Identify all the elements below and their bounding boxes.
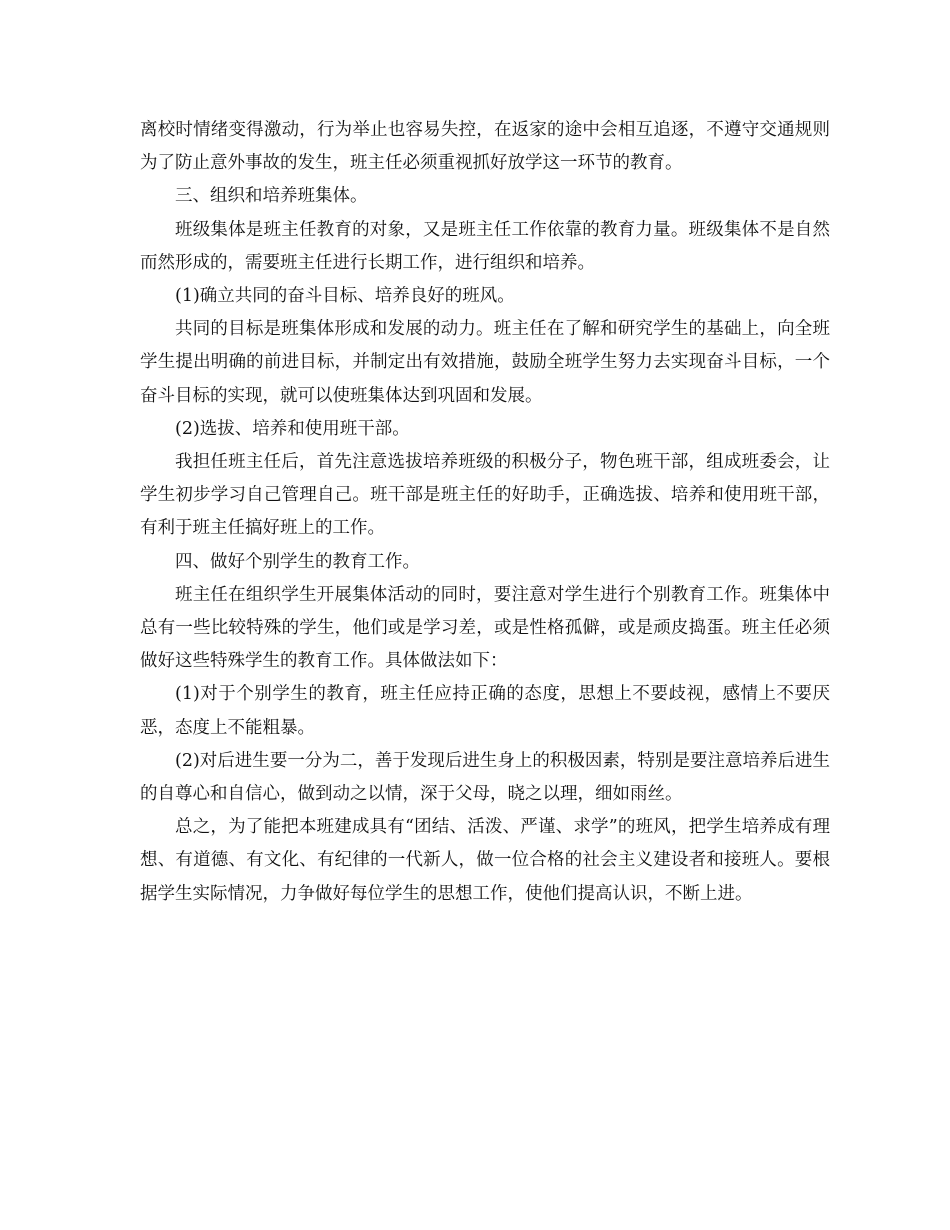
subheading-2: (2)选拔、培养和使用班干部。 [175,418,410,439]
section-heading-4: 四、做好个别学生的教育工作。 [175,551,420,572]
list-item-2: (2)对后进生要一分为二，善于发现后进生身上的积极因素，特别是要注意培养后进生的自尊心和自信心，做到动之以情，深于父母，晓之以理，细如雨丝。 [140,750,830,805]
paragraph: 我担任班主任后，首先注意选拔培养班级的积极分子，物色班干部，组成班委会，让学生初步学习自己管理自己。班干部是班主任的好助手，正确选拔、培养和使用班干部，有利于班主任搞好班上的工作。 [140,452,830,539]
document-body [140,114,830,911]
section-heading-3: 三、组织和培养班集体。 [175,186,368,207]
paragraph: 班主任在组织学生开展集体活动的同时，要注意对学生进行个别教育工作。班集体中总有一些比较特殊的学生，他们或是学习差，或是性格孤僻，或是顽皮捣蛋。班主任必须做好这些特殊学生的教育工作。具体做法如下： [140,584,830,672]
paragraph: 班级集体是班主任教育的对象，又是班主任工作依靠的教育力量。班级集体不是自然而然形成的，需要班主任进行长期工作，进行组织和培养。 [140,219,830,273]
paragraph: 共同的目标是班集体形成和发展的动力。班主任在了解和研究学生的基础上，向全班学生提出明确的前进目标，并制定出有效措施，鼓励全班学生努力去实现奋斗目标，一个奋斗目标的实现，就可以使班集体达到巩固和发展。 [140,319,830,406]
subheading-1: (1)确立共同的奋斗目标、培养良好的班风。 [175,286,515,307]
paragraph-continued: 离校时情绪变得激动，行为举止也容易失控，在返家的途中会相互追逐，不遵守交通规则为了防止意外事故的发生，班主任必须重视抓好放学这一环节的教育。 [140,120,830,174]
conclusion-paragraph: 总之，为了能把本班建成具有“团结、活泼、严谨、求学”的班风，把学生培养成有理想、有道德、有文化、有纪律的一代新人，做一位合格的社会主义建设者和接班人。要根据学生实际情况，力争做好每位学生的思想工作，使他们提高认识，不断上进。 [140,817,830,904]
list-item-1: (1)对于个别学生的教育，班主任应持正确的态度，思想上不要歧视，感情上不要厌恶，态度上不能粗暴。 [140,684,830,738]
